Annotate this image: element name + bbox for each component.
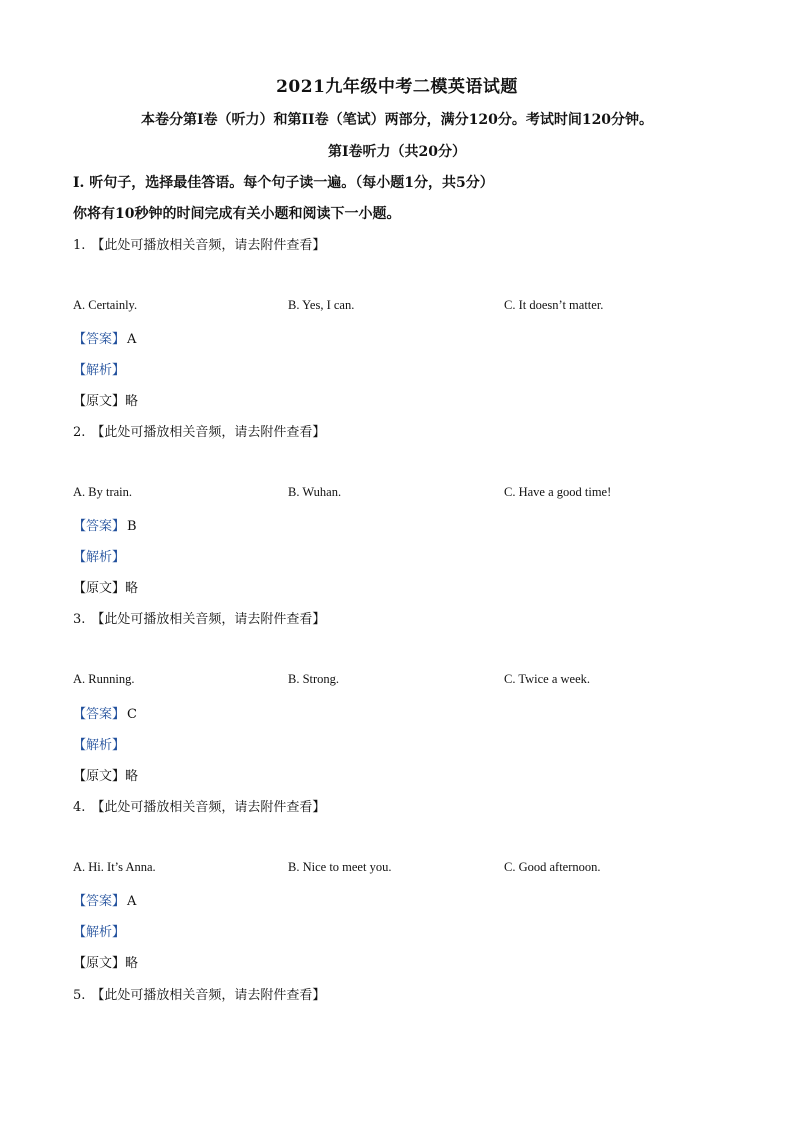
audio-prompt[interactable]: 【此处可播放相关音频，请去附件查看】 — [91, 800, 326, 815]
answer-line: 【答案】 B — [73, 519, 137, 534]
question-number: 4. — [73, 800, 86, 815]
analysis-line: 【解析】 — [73, 550, 126, 565]
option-c: C. Good afternoon. — [504, 860, 601, 874]
option-a: A. Running. — [73, 672, 135, 686]
question-1 — [73, 234, 325, 253]
analysis-line: 【解析】 — [73, 363, 126, 378]
exam-description: 本卷分第I卷（听力）和第II卷（笔试）两部分，满分120分。考试时间120分钟。 — [140, 112, 654, 128]
question-4 — [73, 796, 325, 815]
original-line: 【原文】略 — [73, 956, 139, 971]
part-heading: I. 听句子，选择最佳答语。每个句子读一遍。（每小题1分，共5分） — [73, 175, 494, 191]
question-3 — [73, 608, 325, 627]
option-c: C. Twice a week. — [504, 672, 591, 686]
audio-prompt[interactable]: 【此处可播放相关音频，请去附件查看】 — [91, 612, 326, 627]
original-line: 【原文】略 — [73, 581, 139, 596]
option-c: C. It doesn’t matter. — [504, 298, 604, 312]
question-number: 1. — [73, 238, 86, 253]
answer-line: 【答案】 C — [73, 707, 137, 722]
option-a: A. Certainly. — [73, 298, 138, 312]
instruction: 你将有10秒钟的时间完成有关小题和阅读下一小题。 — [73, 206, 401, 222]
option-b: B. Wuhan. — [288, 485, 342, 499]
question-2 — [73, 421, 325, 440]
audio-prompt[interactable]: 【此处可播放相关音频，请去附件查看】 — [91, 988, 326, 1003]
option-b: B. Strong. — [288, 672, 340, 686]
answer-line: 【答案】 A — [73, 894, 137, 909]
question-number: 5. — [73, 988, 86, 1003]
question-number: 2. — [73, 425, 86, 440]
question-5 — [73, 984, 325, 1003]
audio-prompt[interactable]: 【此处可播放相关音频，请去附件查看】 — [91, 425, 326, 440]
option-a: A. Hi. It’s Anna. — [73, 860, 156, 874]
option-c: C. Have a good time! — [504, 485, 612, 499]
option-a: A. By train. — [73, 485, 133, 499]
option-b: B. Yes, I can. — [288, 298, 355, 312]
original-line: 【原文】略 — [73, 394, 139, 409]
question-number: 3. — [73, 612, 86, 627]
page-title: 2021九年级中考二模英语试题 — [276, 77, 518, 97]
original-line: 【原文】略 — [73, 769, 139, 784]
analysis-line: 【解析】 — [73, 925, 126, 940]
answer-line: 【答案】 A — [73, 332, 137, 347]
audio-prompt[interactable]: 【此处可播放相关音频，请去附件查看】 — [91, 238, 326, 253]
section-heading: 第I卷听力（共20分） — [327, 144, 467, 160]
analysis-line: 【解析】 — [73, 738, 126, 753]
option-b: B. Nice to meet you. — [288, 860, 392, 874]
